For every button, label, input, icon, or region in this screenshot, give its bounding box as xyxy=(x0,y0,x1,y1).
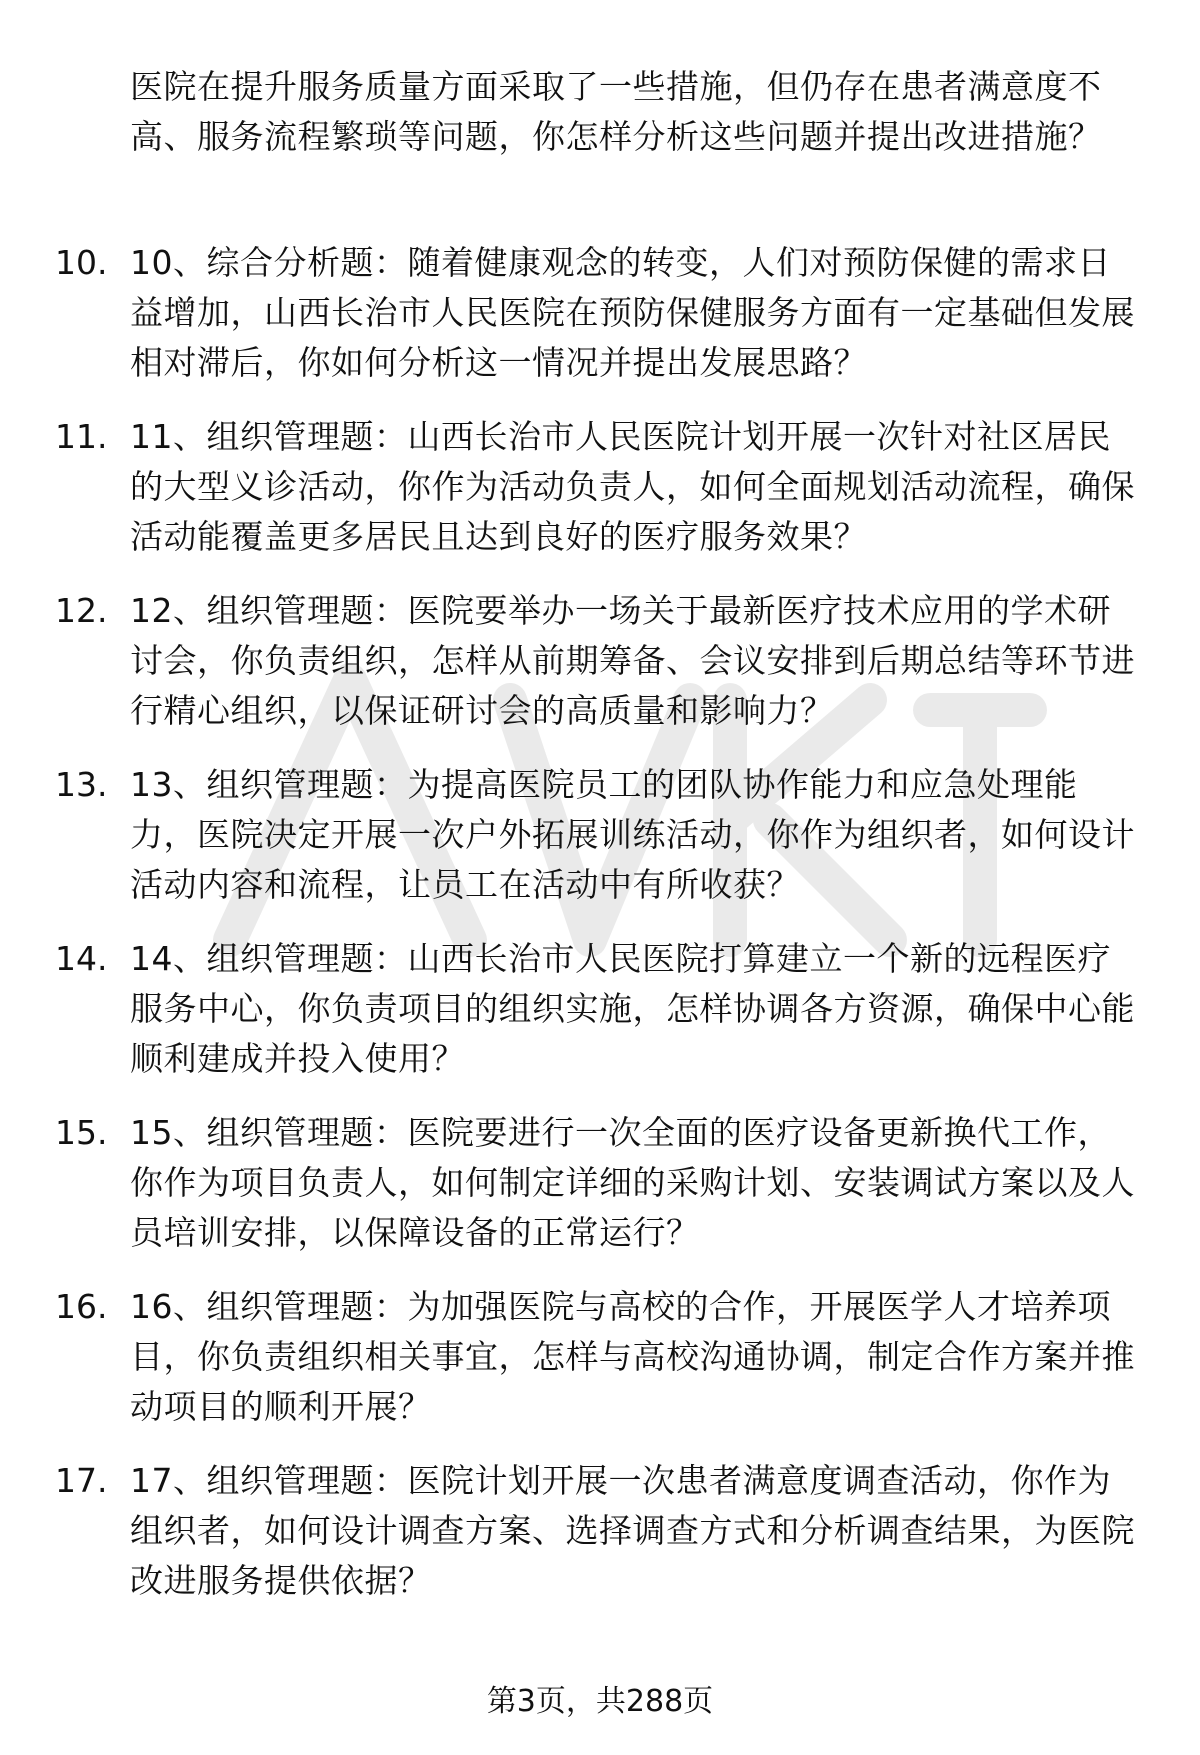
item-number: 15. xyxy=(55,1113,108,1152)
item-number: 13. xyxy=(55,765,108,804)
item-number: 12. xyxy=(55,591,108,630)
item-text: 14、组织管理题：山西长治市人民医院打算建立一个新的远程医疗服务中心，你负责项目的组织实施，怎样协调各方资源，确保中心能顺利建成并投入使用？ xyxy=(130,939,1135,1078)
list-item xyxy=(0,586,1200,738)
item-text: 15、组织管理题：医院要进行一次全面的医疗设备更新换代工作，你作为项目负责人，如何制定详细的采购计划、安装调试方案以及人员培训安排，以保障设备的正常运行？ xyxy=(130,1113,1135,1252)
item-number: 14. xyxy=(55,939,108,978)
item-number: 11. xyxy=(55,417,108,456)
item-text: 10、综合分析题：随着健康观念的转变，人们对预防保健的需求日益增加，山西长治市人民医院在预防保健服务方面有一定基础但发展相对滞后，你如何分析这一情况并提出发展思路？ xyxy=(130,243,1135,382)
list-item xyxy=(0,412,1200,564)
continuation-paragraph: 医院在提升服务质量方面采取了一些措施，但仍存在患者满意度不高、服务流程繁琐等问题，你怎样分析这些问题并提出改进措施？ xyxy=(130,67,1102,156)
question-list xyxy=(0,238,1200,1630)
list-item xyxy=(0,1108,1200,1260)
list-item xyxy=(0,238,1200,390)
item-text: 16、组织管理题：为加强医院与高校的合作，开展医学人才培养项目，你负责组织相关事宜，怎样与高校沟通协调，制定合作方案并推动项目的顺利开展？ xyxy=(130,1287,1135,1426)
page-number-footer: 第3页，共288页 xyxy=(486,1684,714,1719)
item-number: 10. xyxy=(55,243,108,282)
list-item xyxy=(0,934,1200,1086)
list-item xyxy=(0,760,1200,912)
item-text: 13、组织管理题：为提高医院员工的团队协作能力和应急处理能力，医院决定开展一次户外拓展训练活动，你作为组织者，如何设计活动内容和流程，让员工在活动中有所收获？ xyxy=(130,765,1135,904)
list-item xyxy=(0,1456,1200,1608)
item-text: 11、组织管理题：山西长治市人民医院计划开展一次针对社区居民的大型义诊活动，你作为活动负责人，如何全面规划活动流程，确保活动能覆盖更多居民且达到良好的医疗服务效果？ xyxy=(130,417,1135,556)
item-number: 16. xyxy=(55,1287,108,1326)
item-number: 17. xyxy=(55,1461,108,1500)
item-text: 17、组织管理题：医院计划开展一次患者满意度调查活动，你作为组织者，如何设计调查方案、选择调查方式和分析调查结果，为医院改进服务提供依据？ xyxy=(130,1461,1135,1600)
list-item xyxy=(0,1282,1200,1434)
item-text: 12、组织管理题：医院要举办一场关于最新医疗技术应用的学术研讨会，你负责组织，怎样从前期筹备、会议安排到后期总结等环节进行精心组织，以保证研讨会的高质量和影响力？ xyxy=(130,591,1135,730)
